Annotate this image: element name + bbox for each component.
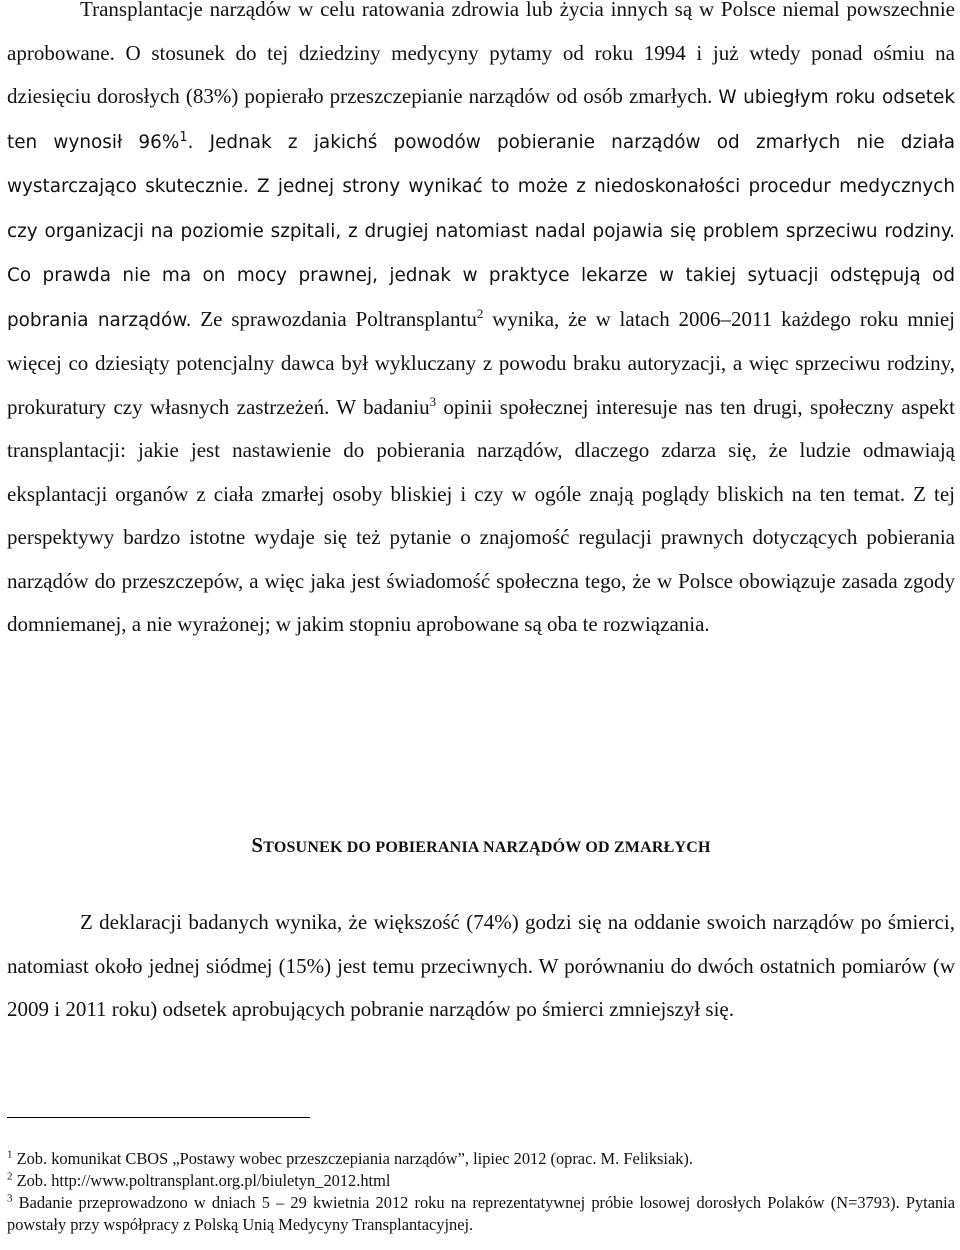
footnote-3-number: 3 [7,1192,13,1205]
footnote-3-text: Badanie przeprowadzono w dniach 5 – 29 kwietnia 2012 roku na reprezentatywnej próbie losowej dorosłych Polaków (N=3793). Pytania powstały przy współpracy z Polską Unią Medycyny Transplantacyjnej. [7,1193,955,1234]
intro-sentence-4: Ze sprawozdania Poltransplantu [191,306,477,331]
footnote-1-text: Zob. komunikat CBOS „Postawy wobec przeszczepiania narządów”, lipiec 2012 (oprac. M. Feliksiak). [12,1149,693,1168]
section-heading-initial: S [251,833,264,857]
intro-sentence-2-text: W ubiegłym roku odsetek ten wynosił 96% [7,87,955,153]
section-heading-rest: TOSUNEK DO POBIERANIA NARZĄDÓW OD ZMARŁYCH [263,839,711,856]
section-heading [7,833,955,858]
section-paragraph: Z deklaracji badanych wynika, że większość (74%) godzi się na oddanie swoich narządów po śmierci, natomiast około jednej siódmej (15%) jest temu przeciwnych. W porównaniu do dwóch ostatnich pomiarów (w 2009 i 2011 roku) odsetek aprobujących pobranie narządów po śmierci zmniejszył się. [7,910,955,1021]
footnote-1 [7,1148,955,1170]
intro-sentence-3-text: . Jednak z jakichś powodów pobieranie narządów od zmarłych nie działa wystarczająco skutecznie. Z jednej strony wynikać to może z niedoskonałości procedur medycznych czy organizacji na poziomie szpitali, z drugiej natomiast nadal pojawia się problem sprzeciwu rodziny. Co prawda nie ma on mocy prawnej, jednak w praktyce lekarze w takiej sytuacji odstępują od pobrania narządów. [7,131,956,331]
intro-sentence-5: wynika, że w latach 2006–2011 każdego roku mniej więcej co dziesiąty potencjalny dawca był wykluczany z powodu braku autoryzacji, a więc sprzeciwu rodziny, prokuratury czy własnych zastrzeżeń. W badaniu [7,306,956,419]
footnote-ref-3: 3 [429,393,437,409]
footnote-2-link[interactable]: Zob. http://www.poltransplant.org.pl/biuletyn_2012.html [12,1171,391,1190]
footnote-3 [7,1192,955,1236]
footnotes [7,1148,955,1236]
footnote-1-number: 1 [7,1148,13,1161]
intro-paragraph [7,0,955,647]
footnote-separator [7,1117,310,1118]
intro-sentence-2 [7,87,955,331]
intro-sentence-1: Transplantacje narządów w celu ratowania zdrowia lub życia innych są w Polsce niemal powszechnie aprobowane. O stosunek do tej dziedziny medycyny pytamy od roku 1994 i już wtedy ponad ośmiu na dziesięciu dorosłych (83%) popierało przeszczepianie narządów od osób zmarłych. [7,0,955,108]
footnote-ref-2: 2 [476,305,484,321]
footnote-ref-1: 1 [179,129,188,145]
footnote-2-number: 2 [7,1170,13,1183]
footnote-2 [7,1170,955,1192]
intro-sentence-6: opinii społecznej interesuje nas ten drugi, społeczny aspekt transplantacji: jakie jest nastawienie do pobierania narządów, dlaczego zdarza się, że ludzie odmawiają eksplantacji organów z ciała zmarłej osoby bliskiej i czy w ogóle znają poglądy bliskich na ten temat. Z tej perspektywy bardzo istotne wydaje się też pytanie o znajomość regulacji prawnych dotyczących pobierania narządów do przeszczepów, a więc jaka jest świadomość społeczna tego, że w Polsce obowiązuje zasada zgody domniemanej, a nie wyrażonej; w jakim stopniu aprobowane są oba te rozwiązania. [7,394,955,636]
